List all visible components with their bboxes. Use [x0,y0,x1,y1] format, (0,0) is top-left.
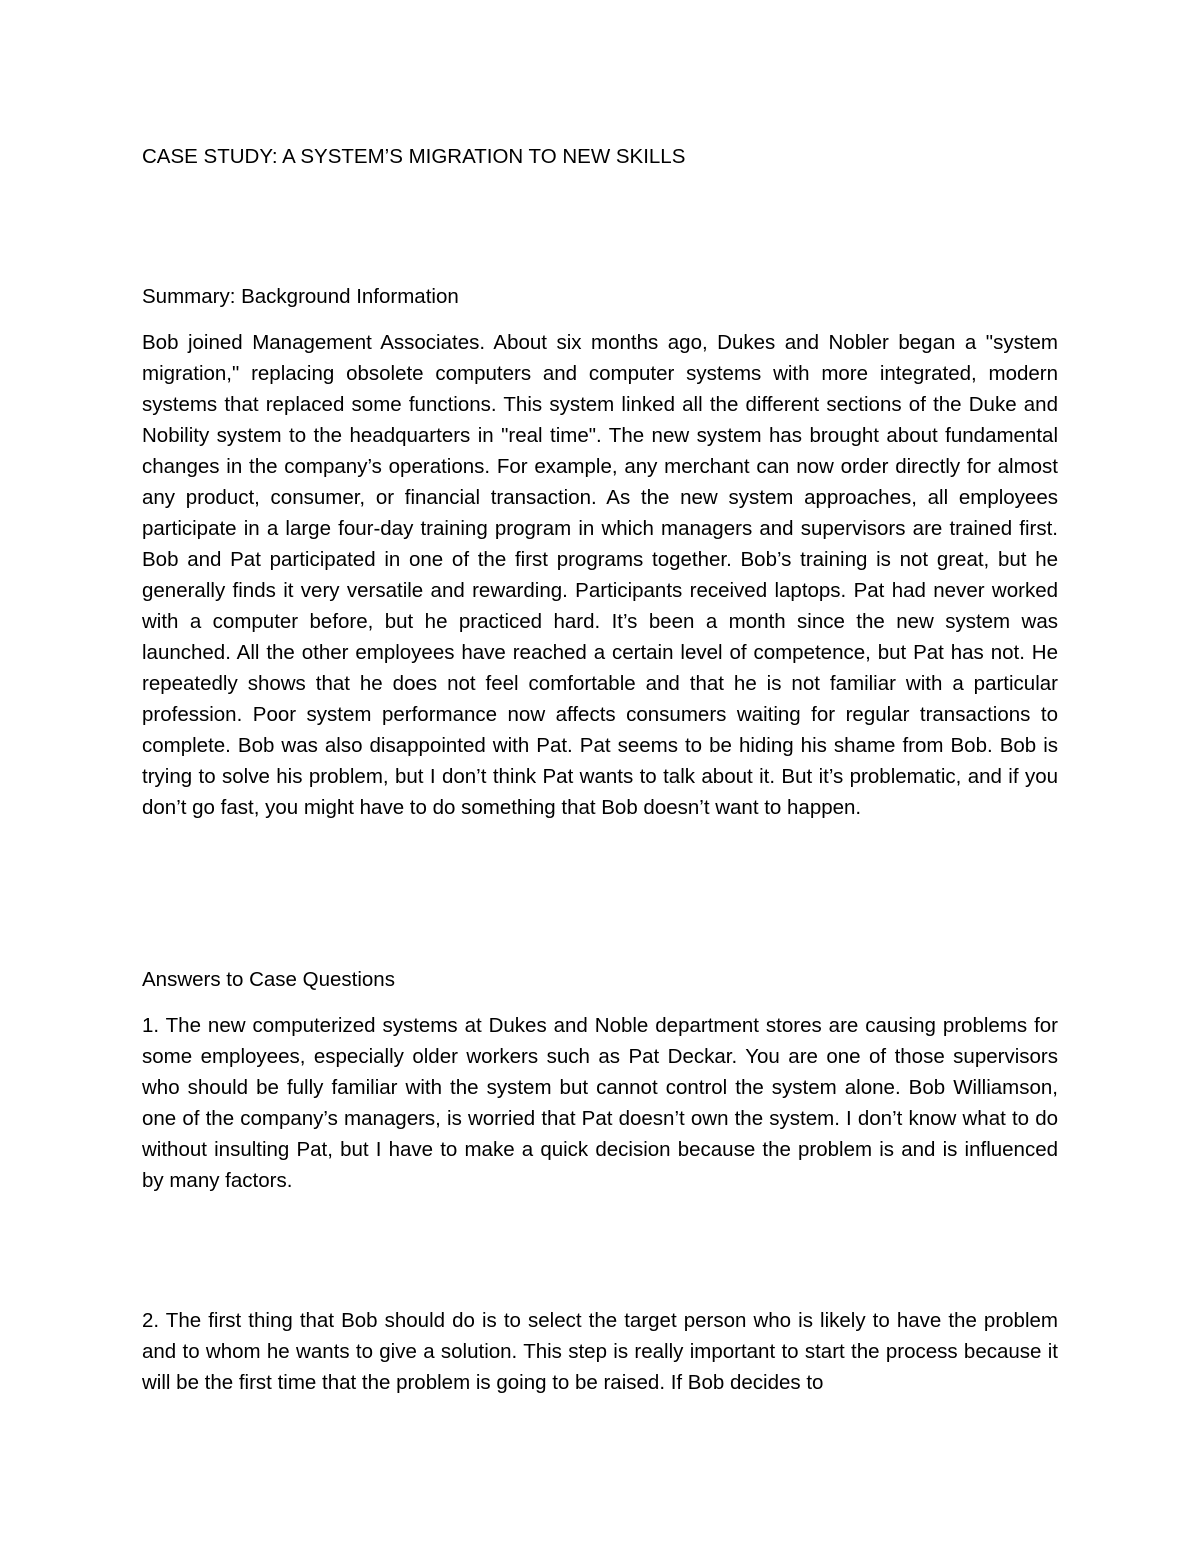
summary-paragraph: Bob joined Management Associates. About six months ago, Dukes and Nobler began a "system migration," replacing obsolete computers and computer systems with more integrated, modern systems that replaced some functions. This system linked all the different sections of the Duke and Nobility system to the headquarters in "real time". The new system has brought about fundamental changes in the company’s operations. For example, any merchant can now order directly for almost any product, consumer, or financial transaction. As the new system approaches, all employees participate in a large four-day training program in which managers and supervisors are trained first. Bob and Pat participated in one of the first programs together. Bob’s training is not great, but he generally finds it very versatile and rewarding. Participants received laptops. Pat had never worked with a computer before, but he practiced hard. It’s been a month since the new system was launched. All the other employees have reached a certain level of competence, but Pat has not. He repeatedly shows that he does not feel comfortable and that he is not familiar with a particular profession. Poor system performance now affects consumers waiting for regular transactions to complete. Bob was also disappointed with Pat. Pat seems to be hiding his shame from Bob. Bob is trying to solve his problem, but I don’t think Pat wants to talk about it. But it’s problematic, and if you don’t go fast, you might have to do something that Bob doesn’t want to happen. [142,331,1058,819]
answer-paragraph-1: 1. The new computerized systems at Dukes and Noble department stores are causing problems for some employees, especially older workers such as Pat Deckar. You are one of those supervisors who should be fully familiar with the system but cannot control the system alone. Bob Williamson, one of the company’s managers, is worried that Pat doesn’t own the system. I don’t know what to do without insulting Pat, but I have to make a quick decision because the problem is and is influenced by many factors. [142,1014,1058,1192]
summary-heading: Summary: Background Information [142,285,459,308]
document-title: CASE STUDY: A SYSTEM’S MIGRATION TO NEW SKILLS [142,145,686,168]
answers-heading: Answers to Case Questions [142,968,395,991]
answer-paragraph-2: 2. The first thing that Bob should do is to select the target person who is likely to have the problem and to whom he wants to give a solution. This step is really important to start the process because it will be the first time that the problem is going to be raised. If Bob decides to [142,1309,1058,1394]
